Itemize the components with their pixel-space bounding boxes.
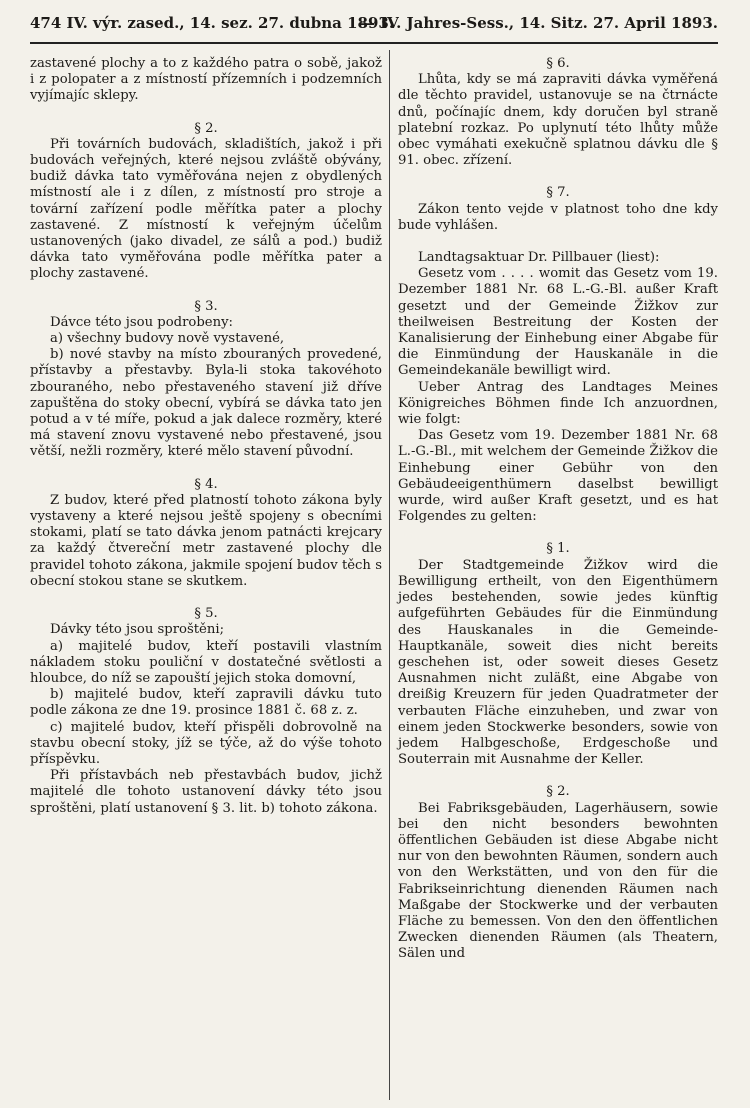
paragraph: b) majitelé budov, kteří zapravili dávku tuto podle zákona ze dne 19. prosince 1881 č. 68 z. z. [30, 687, 382, 719]
paragraph: b) nové stavby na místo zbouraných provedené, přístavby a přestavby. Byla-li stoka takovéhoto zbouraného, nebo přestaveného stavení již dříve zapuštěna do stoky obecní, vybírá se dávka tato jen potud a v té míře, pokud a jak dalece rozměry, které má stavení znovu vystavené nebo přestavené, jsou větší, nežli rozměry, které mělo stavení původní. [30, 347, 382, 460]
paragraph: a) majitelé budov, kteří postavili vlastním nákladem stoku pouliční v dostatečné světlosti a hloubce, do níž se zapouští jejich stoka domovní, [30, 638, 382, 686]
left-column-czech [30, 56, 382, 817]
paragraph: Při továrních budovách, skladištích, jakož i při budovách veřejných, které nejsou zvláště obývány, budiž dávka tato vyměřována nejen z obydlených místností ale i z dílen, z místností pro stroje a tovární zařízení podle měřítka pater a plochy zastavené. Z místností k veřejným účelům ustanovených (jako divadel, ze sálů a pod.) budiž dávka tato vyměřována podle měřítka pater a plochy zastavené. [30, 136, 382, 282]
paragraph: a) všechny budovy nově vystavené, [50, 331, 285, 347]
header-czech: 474 IV. výr. zased., 14. sez. 27. dubna 1893. [30, 14, 395, 32]
speaker-line: Landtagsaktuar Dr. Pillbauer (liest): [418, 250, 660, 266]
paragraph: Dávky této jsou sproštěni; [50, 622, 225, 638]
paragraph: zastavené plochy a to z každého patra o sobě, jakož i z polopater a z místností přízemních i podzemních vyjímajíc sklepy. [30, 56, 382, 104]
section-heading: § 7. [546, 185, 570, 201]
paragraph: Dávce této jsou podrobeny: [50, 314, 233, 330]
section-heading: § 2. [546, 784, 570, 800]
section-heading: § 1. [546, 541, 570, 557]
paragraph: Bei Fabriksgebäuden, Lagerhäusern, sowie bei den nicht besonders bewohnten öffentlichen Gebäuden ist diese Abgabe nicht nur von den bewohnten Räumen, sondern auch von den Werkstätten, und von den für die Fabrikseinrichtung dienenden Räumen nach Maßgabe der Stockwerke und der verbauten Fläche zu bemessen. Von den den öffentlichen Zwecken dienenden Räumen (als Theatern, Sälen und [398, 800, 718, 962]
section-heading: § 5. [194, 606, 218, 622]
section-heading: § 3. [194, 298, 218, 314]
section-heading: § 4. [194, 476, 218, 492]
paragraph: Der Stadtgemeinde Žižkov wird die Bewilligung ertheilt, von den Eigenthümern jedes bestehenden, sowie jedes künftig aufgeführten Gebäudes für die Einmündung des Hauskanales in die Gemeinde-Hauptkanäle, soweit dies nicht bereits geschehen ist, oder soweit dieses Gesetz Ausnahmen nicht zuläßt, eine Abgabe von dreißig Kreuzern für jeden Quadratmeter der verbauten Fläche einzuheben, und zwar von einem jeden Stockwerke besonders, sowie von jedem Halbgeschoße, Erdgeschoße und Souterrain mit Ausnahme der Keller. [398, 557, 718, 768]
paragraph: c) majitelé budov, kteří přispěli dobrovolně na stavbu obecní stoky, jíž se týče, až do výše tohoto příspěvku. [30, 719, 382, 767]
paragraph: Při přístavbách neb přestavbách budov, jichž majitelé dle tohoto ustanovení dávky této jsou sproštěni, platí ustanovení § 3. lit. b) tohoto zákona. [30, 768, 382, 816]
paragraph: Z budov, které před platností tohoto zákona byly vystaveny a které nejsou ještě spojeny s obecními stokami, platí se tato dávka jenom patnácti krejcary za každý čtvereční metr zastavené plochy dle pravidel tohoto zákona, jakmile spojení budov těch s obecní stokou stane se skutkem. [30, 492, 382, 589]
paragraph: Lhůta, kdy se má zapraviti dávka vyměřená dle těchto pravidel, ustanovuje se na čtrnácte dnů, počínajíc dnem, kdy doručen byl straně platební rozkaz. Po uplynutí této lhůty může obec vymáhati exekučně splatnou dávku dle § 91. obec. zřízení. [398, 72, 718, 169]
paragraph: Das Gesetz vom 19. Dezember 1881 Nr. 68 L.-G.-Bl., mit welchem der Gemeinde Žižkov die Einhebung einer Gebühr von den Gebäudeeigenthümern daselbst bewilligt wurde, wird außer Kraft gesetzt, und es hat Folgendes zu gelten: [398, 428, 718, 525]
right-column-german [398, 56, 718, 963]
header-rule [30, 42, 718, 44]
paragraph: Ueber Antrag des Landtages Meines Königreiches Böhmen finde Ich anzuordnen, wie folgt: [398, 379, 718, 428]
paragraph: Gesetz vom . . . . womit das Gesetz vom 19. Dezember 1881 Nr. 68 L.-G.-Bl. außer Kraft gesetzt und der Gemeinde Žižkov zur theilweisen Bestreitung der Kosten der Kanalisierung der Einhebung einer Abgabe für die Einmündung der Hauskanäle in die Gemeindekanäle bewilligt wird. [398, 266, 718, 379]
paragraph: Zákon tento vejde v platnost toho dne kdy bude vyhlášen. [398, 201, 718, 233]
section-heading: § 2. [194, 120, 218, 136]
column-divider [389, 50, 390, 1100]
header-german: — IV. Jahres-Sess., 14. Sitz. 27. April 1893. [359, 14, 718, 32]
section-heading: § 6. [546, 56, 570, 71]
